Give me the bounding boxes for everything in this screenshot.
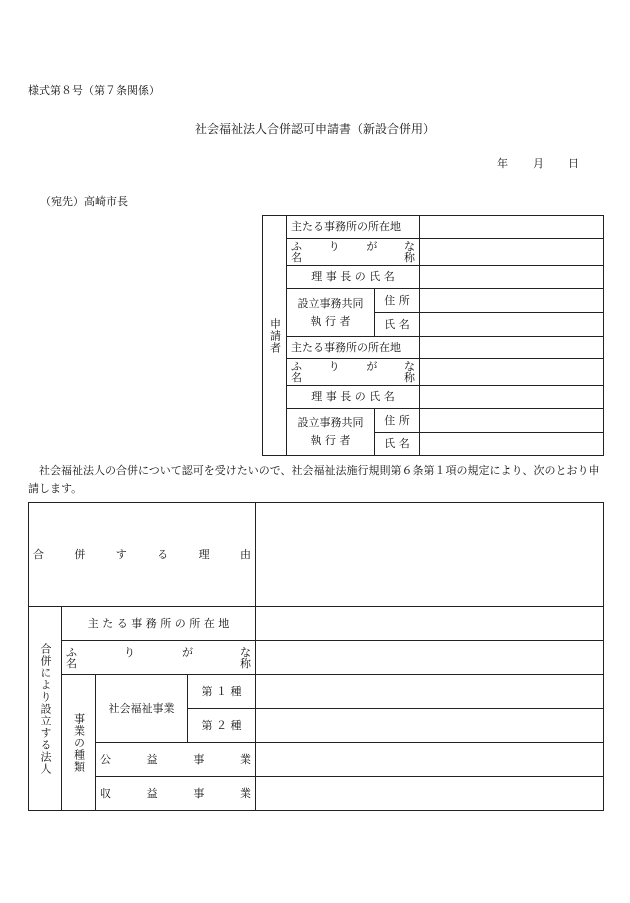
applicant1-executor-line2: 執 行 者 [310, 314, 351, 328]
date-year-label: 年 [497, 157, 508, 170]
label-glyph: 業 [239, 752, 251, 766]
applicant1-furigana-label [291, 241, 415, 252]
label-glyph: 称 [404, 371, 415, 384]
new-corp-label-cell [29, 607, 62, 811]
application-statement: 社会福祉法人の合併について認可を受けたいので、社会福祉法施行規則第６条第１項の規定により、次のとおり申請します。 [28, 464, 600, 495]
new-corp-name-label [62, 641, 256, 675]
applicant2-address-value [420, 409, 604, 433]
label-glyph: ふ [291, 360, 302, 373]
label-glyph: る [157, 547, 169, 561]
applicant2-chairman-label: 理 事 長 の 氏 名 [287, 386, 420, 409]
applicant2-furigana-label [291, 361, 415, 372]
label-glyph: な [240, 645, 251, 659]
type1-value [256, 675, 604, 709]
label-glyph: 称 [404, 251, 415, 264]
public-interest-value [256, 743, 604, 777]
label-glyph: 名 [291, 371, 302, 384]
label-glyph: 益 [146, 752, 158, 766]
applicant2-executor-line2: 執 行 者 [310, 434, 351, 447]
applicant1-office-label: 主たる事務所の所在地 [287, 216, 420, 239]
label-glyph: 合 [33, 547, 44, 561]
label-glyph: 由 [239, 547, 251, 561]
label-glyph: ふ [291, 240, 302, 253]
profit-business-label-cell [96, 777, 256, 811]
applicant2-office-label: 主たる事務所の所在地 [287, 337, 420, 359]
applicant2-person-name-value [420, 433, 604, 456]
new-corp-label: 合併により設立する法人 [39, 642, 52, 775]
applicant-label-cell [263, 216, 287, 456]
new-corp-corp-name-label [66, 658, 251, 669]
label-glyph: 称 [240, 656, 251, 670]
label-glyph: 公 [100, 752, 111, 766]
applicant1-executor-label [287, 289, 375, 337]
addressee: （宛先）高崎市長 [40, 195, 128, 208]
label-glyph: 併 [74, 547, 86, 561]
merger-reason-label [29, 549, 255, 561]
public-interest-label-cell [96, 743, 256, 777]
date-month-label: 月 [533, 157, 544, 170]
applicant2-address-label: 住 所 [375, 409, 420, 433]
applicant2-name-value [420, 359, 604, 386]
label-glyph: が [366, 240, 378, 253]
date-day-label: 日 [568, 157, 579, 170]
type2-value [256, 709, 604, 743]
label-glyph: 名 [291, 251, 302, 264]
new-corp-furigana-label [66, 647, 251, 658]
applicant2-name-label [287, 359, 420, 386]
label-glyph: な [403, 360, 415, 373]
applicant1-executor-line1: 設立事務共同 [297, 296, 364, 310]
applicant2-person-name-label: 氏 名 [375, 433, 420, 456]
label-glyph: ふ [66, 645, 77, 659]
merger-reason-label-cell [29, 503, 256, 607]
form-number: 様式第８号（第７条関係） [28, 84, 160, 97]
label-glyph: り [328, 240, 340, 253]
applicant1-person-name-label: 氏 名 [375, 313, 420, 337]
applicant-table [262, 215, 604, 456]
label-glyph: 益 [146, 786, 158, 800]
label-glyph: 名 [66, 656, 77, 670]
label-glyph: な [403, 240, 415, 253]
label-glyph: が [366, 360, 378, 373]
public-interest-label [96, 754, 255, 766]
applicant2-office-value [420, 337, 604, 359]
new-corp-office-value [256, 607, 604, 641]
label-glyph: 事 [193, 752, 205, 766]
applicant1-address-value [420, 289, 604, 313]
label-glyph: が [182, 645, 193, 659]
business-type-label-cell [62, 675, 96, 811]
merger-reason-value [256, 503, 604, 607]
label-glyph: 理 [198, 547, 210, 561]
applicant1-corp-name-label [291, 252, 415, 263]
new-corp-office-label: 主 た る 事 務 所 の 所 在 地 [62, 607, 256, 641]
applicant1-person-name-value [420, 313, 604, 337]
applicant2-executor-line1: 設立事務共同 [297, 416, 364, 429]
label-glyph: り [328, 360, 340, 373]
label-glyph: す [115, 547, 127, 561]
business-type-label: 事業の種類 [72, 712, 86, 773]
type2-label: 第 ２ 種 [188, 709, 256, 743]
label-glyph: り [124, 645, 135, 659]
new-corp-name-value [256, 641, 604, 675]
applicant1-chairman-label: 理 事 長 の 氏 名 [287, 266, 420, 289]
applicant2-chairman-value [420, 386, 604, 409]
applicant1-office-value [420, 216, 604, 239]
applicant1-name-label [287, 239, 420, 266]
merger-detail-table [28, 502, 604, 811]
profit-business-label [96, 788, 255, 800]
type1-label: 第 １ 種 [188, 675, 256, 709]
applicant1-name-value [420, 239, 604, 266]
social-welfare-label: 社会福祉事業 [96, 675, 188, 743]
label-glyph: 収 [100, 786, 111, 800]
form-title: 社会福祉法人合併認可申請書（新設合併用） [194, 122, 435, 136]
applicant2-corp-name-label [291, 372, 415, 383]
label-glyph: 事 [193, 786, 205, 800]
applicant1-chairman-value [420, 266, 604, 289]
applicant2-executor-label [287, 409, 375, 456]
applicant-label: 申請者 [268, 317, 282, 354]
label-glyph: 業 [239, 786, 251, 800]
applicant1-address-label: 住 所 [375, 289, 420, 313]
profit-business-value [256, 777, 604, 811]
